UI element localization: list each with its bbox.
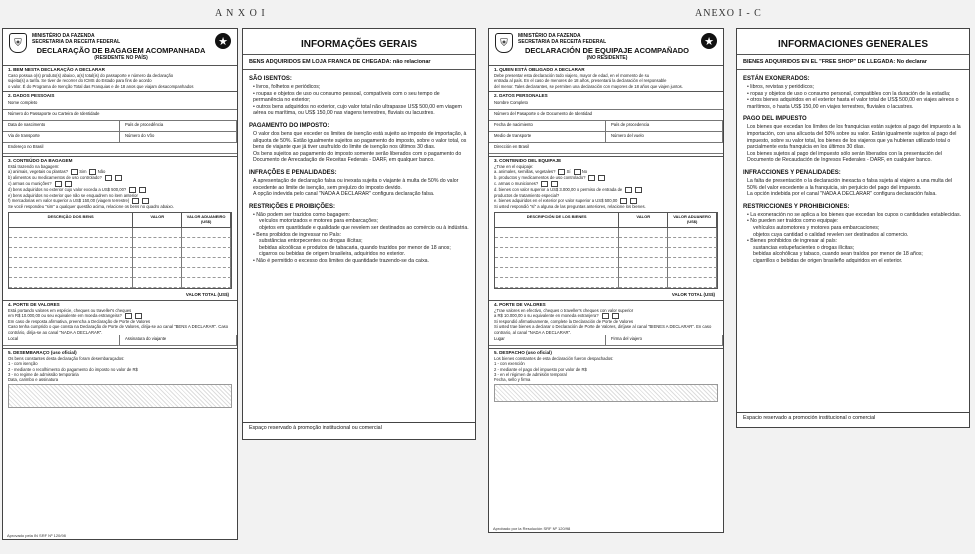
table-cell[interactable] (495, 238, 619, 248)
stamp-label: Data, carimbo e assinatura (8, 377, 59, 383)
table-header-value-us: VALOR ADUANEIRO (US$) (182, 213, 231, 228)
section-4-text: Está portando valores em espécie, cheques ou traveller's cheques (8, 307, 132, 313)
paragraph: Los bienes sujetos al pago del impuesto sólo serán liberados con la presentación del Documento de Recaudación de Ingresos Federales - DARF, en cualquier banco. (747, 150, 942, 164)
yes-checkbox[interactable] (105, 175, 112, 181)
paragraph: A apresentação de declaração falsa ou inexata sujeita o viajante à multa de 50% do valor excedente ao limite de isenção, sem prejuízo do imposto devido. (253, 177, 459, 191)
table-cell[interactable] (182, 228, 231, 238)
section-5-text: 2 - mediante o recolhimento do pagamento do imposto no valor de R$ (8, 366, 138, 372)
form-title: DECLARACIÓN DE EQUIPAJE ACOMPAÑADO (524, 46, 690, 55)
sub-item: objetos em quantidade e qualidade que revelem ser destinados ao comércio ou à indústria. (259, 224, 469, 231)
flight-field[interactable]: Número del vuelo (606, 132, 723, 143)
heading-infracciones: INFRACCIONES Y PENALIDADES: (743, 169, 841, 176)
question-row: e. bienes adquiridos en el exterior por valor superior a US$ 500,00 (489, 198, 723, 204)
table-cell[interactable] (619, 248, 668, 258)
table-cell[interactable] (668, 268, 717, 278)
section-1-text: o valor. É do Programa de Isenção Total das Franquias e de 18 anos que viajam desacompanhados (8, 83, 194, 89)
form-footer: Aprovado pela IN SRF Nº 120/98 (7, 533, 66, 538)
table-cell[interactable] (9, 268, 133, 278)
reserved-space-label: Espacio reservado a promoción institucional o comercial (737, 412, 969, 423)
table-cell[interactable] (495, 268, 619, 278)
info-title: INFORMAÇÕES GERAIS (300, 39, 418, 50)
bullet-item: • roupas e objetos de uso ou consumo pessoal, compatíveis com o seu tempo de permanência no exterior; (243, 91, 475, 104)
form-residente (2, 28, 238, 540)
table-cell[interactable] (182, 278, 231, 288)
table-cell[interactable] (182, 268, 231, 278)
no-checkbox[interactable] (115, 175, 122, 181)
section-5-text: 3 - en el régimen de admisión temporal (494, 371, 567, 377)
sub-item: vehículos automotores y motores para embarcaciones; (753, 224, 880, 231)
section-5-heading: 5. DESEMBARAÇO (uso oficial) (3, 348, 237, 356)
section-1-heading: 1. QUIEN ESTÁ OBLIGADO A DECLARAR (489, 65, 723, 73)
official-stamp-area (8, 384, 232, 408)
table-cell[interactable] (9, 258, 133, 268)
section-5-text: Os bens constantes desta declaração foram desembaraçados: (8, 355, 125, 361)
table-cell[interactable] (133, 238, 182, 248)
form-subtitle: (RESIDENTE NO PAÍS) (94, 55, 148, 61)
no-checkbox[interactable] (635, 187, 642, 193)
section-5-text: Los bienes constantes de esta declaración fueron despachados: (494, 355, 614, 361)
secretariat-name: SECRETARIA DA RECEITA FEDERAL (518, 39, 607, 45)
table-cell[interactable] (619, 228, 668, 238)
goods-table (8, 212, 232, 289)
section-4-extra: Si usted trae bienes a declarar o Declaración de Porte de Valores, diríjase al canal "BIENES A DECLARAR". En caso contrario, al canal "NADA A DECLARAR". (494, 324, 712, 335)
table-cell[interactable] (9, 238, 133, 248)
total-value-label: VALOR TOTAL (US$) (671, 291, 715, 297)
paragraph: O valor dos bens que exceder os limites de isenção está sujeito ao imposto de importação, à alíquota de 50%. Estão igualmente sujeitos ao pagamento do imposto, sobre o valor total, os bens de viajante que já tiver usufruído do limite de isenção nos últimos 30 dias. (253, 130, 467, 151)
paragraph: Os bens sujeitos ao pagamento do imposto somente serão liberados com o pagamento do Documento de Arrecadação de Receitas Federais - DARF, em qualquer banco. (253, 150, 462, 164)
section-5-heading: 5. DESPACHO (uso oficial) (489, 348, 723, 356)
secretariat-name: SECRETARIA DA RECEITA FEDERAL (32, 39, 121, 45)
section-5-text: 1 - com isenção (8, 361, 38, 367)
total-value-label: VALOR TOTAL (US$) (185, 291, 229, 297)
section-1-text: sujeita(s) a tarifa. Se tiver de recorrer do ICMS do Estado para fins de acordo (8, 78, 152, 84)
bullet-item: • libros, revistas y periódicos; (737, 84, 969, 91)
no-checkbox[interactable] (139, 187, 146, 193)
goods-table (494, 212, 718, 289)
question-text: productos de tratamiento especial? (494, 193, 560, 199)
table-cell[interactable] (495, 278, 619, 288)
country-field[interactable]: País de procedência (120, 121, 237, 132)
table-cell[interactable] (9, 228, 133, 238)
bullet-item: • ropas y objetos de uso o consumo personal, compatibles con la duración de la estadía; (737, 91, 969, 98)
section-1-text: Debe presentar esta declaración todo viajero, mayor de edad, en el momento de su (494, 73, 650, 78)
country-field[interactable]: País de procedencia (606, 121, 723, 132)
transport-field[interactable]: Via de transporte (3, 132, 120, 143)
info-panel-es (736, 28, 970, 428)
section-1-text: Caso possua o(s) produto(s) abaixo, a(s) total(is) do passaporte e número da declaração (8, 73, 174, 78)
section-1-heading: 1. BEM NESTA DECLARAÇÃO A DECLARAR (3, 65, 237, 73)
flight-field[interactable]: Número do Vôo (120, 132, 237, 143)
sub-item: bebidas alcoólicas e produtos de tabacaria, quando trazidos por menor de 18 anos; (259, 244, 451, 251)
table-cell[interactable] (495, 248, 619, 258)
bullet-item: • La exoneración no se aplica a los bienes que excedan los cupos o cantidades establecidas. (737, 212, 969, 219)
question-row: em R$ 10.000,00 ou seu equivalente em moeda estrangeira? (3, 313, 237, 319)
place-field[interactable]: Lugar (489, 335, 606, 346)
ministry-name: MINISTÉRIO DA FAZENDA (32, 33, 95, 39)
sub-item: sustancias estupefacientes o drogas ilícitas; (753, 244, 855, 251)
sub-item: veículos motorizados e motores para embarcações; (259, 218, 379, 225)
info-panel-pt (242, 28, 476, 440)
table-cell[interactable] (133, 268, 182, 278)
annex-label-left: A N X O I (215, 8, 266, 19)
coat-of-arms-icon: ⛨ (9, 33, 27, 53)
heading-pagamento: PAGAMENTO DO IMPOSTO: (249, 122, 330, 129)
star-logo-icon: ★ (701, 33, 717, 49)
yes-checkbox[interactable] (588, 175, 595, 181)
place-field[interactable]: Local (3, 335, 120, 346)
section-2-heading: 2. DADOS PESSOAIS (3, 91, 237, 99)
paragraph: Los bienes que excedan los límites de los franquicias están sujetos al pago del impuesto a la importación, con una alícuota del 50% sobre su valor. Están igualmente sujetos al pago del impuesto, sobre su valor total, los bienes de los viajeros que ya hubieran utilizado total o parcialmente esta franquicia en los últimos 30 días. (747, 124, 961, 151)
section-1-text: del menor. Tales declarantes, se permiten una declaración con mayores de 18 años que viajen juntos. (494, 83, 683, 89)
table-cell[interactable] (182, 248, 231, 258)
section-4-text: ¿Trae valores en efectivo, cheques o traveller's cheques con valor superior (494, 307, 634, 313)
bullet-item: • Bens proibidos de ingressar no País: (243, 232, 475, 239)
heading-restricoes: RESTRIÇÕES E PROIBIÇÕES: (249, 203, 336, 210)
table-cell[interactable] (668, 248, 717, 258)
name-field[interactable]: Nombre Completo (489, 99, 723, 110)
address-field[interactable]: Dirección en Brasil (489, 143, 723, 154)
transport-field[interactable]: Medio de transporte (489, 132, 606, 143)
section-3-note: Se você respondeu "sim" a qualquer questão acima, relacione os bens no quadro abaixo. (8, 204, 174, 210)
sub-item: substâncias entorpecentes ou drogas ilícitas; (259, 238, 363, 245)
section-3-note: Si usted respondió "sí" a alguna de las preguntas anteriores, relacione los bienes. (494, 204, 646, 210)
sub-item: objetos cuya cantidad o calidad revelen ser destinados al comercio. (753, 231, 909, 238)
document-field[interactable]: Número do Passaporte ou Carteira de Identidade (3, 110, 237, 121)
section-3-heading: 3. CONTEÚDO DA BAGAGEM (3, 156, 237, 164)
official-stamp-area (494, 384, 718, 402)
question-row: a) animais, vegetais ou plantas? Sim Não (8, 169, 106, 175)
question-text: Está trazendo na bagagem: (8, 163, 60, 169)
table-cell[interactable] (182, 238, 231, 248)
section-2-heading: 2. DATOS PERSONALES (489, 91, 723, 99)
table-cell[interactable] (495, 228, 619, 238)
paragraph: La falta de presentación o la declaración inexacta o falsa sujeta al viajero a una multa del 50% del valor excedente a la franquicia, sin perjuicio del pago del impuesto. (747, 177, 953, 191)
birthdate-field[interactable]: Data de nascimento (3, 121, 120, 132)
question-row: a. animales, semillas, vegetales? Sí No (494, 169, 588, 175)
question-row: d. bienes con valor superior a US$ 3.000,00 o permiso de entrada de (489, 187, 723, 193)
table-cell[interactable] (133, 278, 182, 288)
table-cell[interactable] (668, 258, 717, 268)
question-row: c) armas ou munições? (3, 181, 237, 187)
section-5-text: 1 - con exención (494, 361, 525, 367)
heading-infracoes: INFRAÇÕES E PENALIDADES: (249, 169, 337, 176)
question-row: c. armas o municiones? (489, 181, 723, 187)
question-row: d) bens adquiridos no exterior cujo valor exceda a US$ 500,00? (3, 187, 237, 193)
section-4-text: Em caso de resposta afirmativa, preencha a Declaração de Porte de Valores (8, 319, 151, 325)
question-text: e) bens adquiridos no exterior que não se enquadrem no item anterior (8, 193, 138, 199)
section-4-extra: Caso tenha cumprido o que consta na Declaração de Porte de Valores, dirija-se ao canal "BENS A DECLARAR". Caso contrário, dirija-se ao canal "NADA A DECLARAR". (8, 324, 229, 335)
table-cell[interactable] (668, 278, 717, 288)
table-header-value: VALOR (619, 213, 668, 228)
bullet-item: • otros bienes adquiridos en el exterior hasta el valor total de US$ 500,00 en viajes aéreos o marítimos, o hasta US$ 150,00 en viajes terrestres, fluviales o lacustres. (737, 97, 969, 110)
table-header-desc: DESCRIPCIÓN DE LOS BIENES (495, 213, 619, 228)
table-cell[interactable] (133, 248, 182, 258)
table-cell[interactable] (133, 228, 182, 238)
bullet-item: • outros bens adquiridos no exterior, cujo valor total não ultrapasse US$ 500,00 em viagem aérea ou marítima, ou US$ 150,00 nas viagens terrestres, fluviais ou lacustres. (243, 104, 475, 117)
table-cell[interactable] (668, 238, 717, 248)
form-footer: Aprobado por la Resolución SRF Nº 120/98 (493, 526, 571, 531)
table-cell[interactable] (133, 258, 182, 268)
document-field[interactable]: Número del Pasaporte o de Documento de Identidad (489, 110, 723, 121)
heading-pago: PAGO DEL IMPUESTO (743, 116, 807, 123)
table-cell[interactable] (9, 248, 133, 258)
table-cell[interactable] (619, 238, 668, 248)
no-checkbox[interactable] (598, 175, 605, 181)
section-4-heading: 4. PORTE DE VALORES (489, 300, 723, 308)
info-subtitle: BENS ADQUIRIDOS EM LOJA FRANCA DE CHEGADA: não relacionar (243, 54, 475, 70)
section-1-text: entrada al país. En el caso de menores de 18 años, presentará la declaración el responsable (494, 78, 667, 84)
paragraph: A opção indevida pelo canal "NADA A DECLARAR" configura declaração falsa. (253, 191, 435, 198)
address-field[interactable]: Endereço no Brasil (3, 143, 237, 154)
table-header-value: VALOR (133, 213, 182, 228)
question-row: b) alimentos ou medicamentos de uso controlado? (3, 175, 237, 181)
table-cell[interactable] (619, 258, 668, 268)
signature-field[interactable]: Firma del viajero (606, 335, 723, 346)
section-3-heading: 3. CONTENIDO DEL EQUIPAJE (489, 156, 723, 164)
table-cell[interactable] (9, 278, 133, 288)
info-title: INFORMACIONES GENERALES (777, 39, 928, 50)
ministry-name: MINISTÉRIO DA FAZENDA (518, 33, 581, 39)
bullet-item: • No pueden ser traídos como equipaje: (737, 218, 969, 225)
star-logo-icon: ★ (215, 33, 231, 49)
bullet-item: • livros, folhetos e periódicos; (243, 84, 475, 91)
section-5-text: 2 - mediante el pago del impuesto por valor de R$ (494, 366, 587, 372)
sub-item: cigarros ou bebidas de origem brasileira, adquiridos no exterior. (259, 251, 406, 258)
question-row: b. productos y medicamentos de uso controlado? (489, 175, 723, 181)
paragraph: La opción indebida por el canal "NADA A DECLARAR" configura declaración falsa. (747, 191, 937, 198)
section-4-heading: 4. PORTE DE VALORES (3, 300, 237, 308)
annex-label-right: ANEXO I - C (695, 8, 762, 19)
signature-field[interactable]: Assinatura do viajante (120, 335, 237, 346)
bullet-item: • Não é permitido o excesso dos limites de quantidade trazendo-se da caixa. (243, 258, 475, 265)
bullet-item: • Não podem ser trazidos como bagagem: (243, 212, 475, 219)
form-title: DECLARAÇÃO DE BAGAGEM ACOMPANHADA (36, 46, 206, 55)
name-field[interactable]: Nome completo (3, 99, 237, 110)
table-header-value-us: VALOR ADUANERO (US$) (668, 213, 717, 228)
heading-exonerados: ESTÁN EXONERADOS: (743, 76, 810, 82)
form-no-residente (488, 28, 724, 533)
sub-item: cigarrillos o bebidas de origen brasileño adquiridos en el exterior. (753, 257, 903, 264)
yes-checkbox[interactable] (625, 187, 632, 193)
birthdate-field[interactable]: Fecha de nacimiento (489, 121, 606, 132)
bullet-item: • Bienes prohibidos de ingresar al país: (737, 238, 969, 245)
form-subtitle: (NO RESIDENTE) (586, 55, 628, 61)
heading-isentos: SÃO ISENTOS: (249, 76, 292, 82)
question-row: a R$ 10.000,00 o su equivalente en moneda extranjera? (489, 313, 723, 319)
question-row: f) mercadorias em valor superior a US$ 150,00 (viagem terrestre) (3, 198, 237, 204)
reserved-space-label: Espaço reservado à promoção institucional ou comercial (243, 422, 475, 433)
table-header-desc: DESCRIÇÃO DOS BENS (9, 213, 133, 228)
question-text: ¿Trae en el equipaje: (494, 163, 534, 169)
coat-of-arms-icon: ⛨ (495, 33, 513, 53)
table-cell[interactable] (668, 228, 717, 238)
section-5-text: 3 - no regime de admissão temporária (8, 371, 79, 377)
info-subtitle: BIENES ADQUIRIDOS EN EL "FREE SHOP" DE LLEGADA: No declarar (737, 54, 969, 70)
table-cell[interactable] (619, 268, 668, 278)
section-4-text: Si respondió afirmativamente, complete la Declaración de Porte de Valores (494, 319, 634, 325)
table-cell[interactable] (495, 258, 619, 268)
table-cell[interactable] (182, 258, 231, 268)
sub-item: bebidas alcohólicas y tabaco, cuando sean traídos por menor de 18 años; (753, 251, 923, 258)
table-cell[interactable] (619, 278, 668, 288)
heading-restricciones: RESTRICCIONES Y PROHIBICIONES: (743, 203, 850, 210)
stamp-label: Fecha, sello y firma (494, 377, 531, 383)
